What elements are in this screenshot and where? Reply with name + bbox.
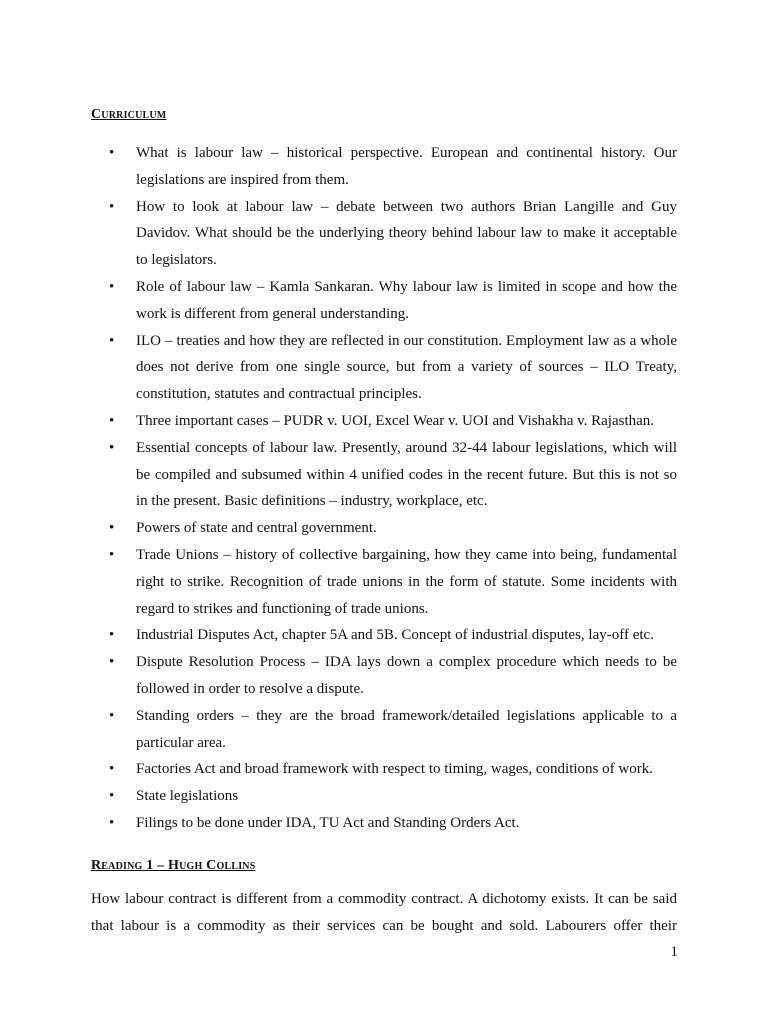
curriculum-item — [91, 328, 677, 408]
bullet-icon: • — [109, 278, 115, 295]
curriculum-list — [91, 140, 677, 837]
curriculum-item-text: State legislations — [136, 788, 239, 805]
curriculum-item — [91, 649, 677, 703]
curriculum-item — [91, 408, 677, 435]
page-number: 1 — [670, 944, 678, 960]
curriculum-item — [91, 810, 677, 837]
curriculum-item — [91, 783, 677, 810]
reading-paragraph: How labour contract is different from a commodity contract. A dichotomy exists. It can be said that labour is a commodity as their services can be bought and sold. Labourers offer their — [91, 890, 677, 934]
curriculum-item — [91, 435, 677, 515]
curriculum-item-text: Factories Act and broad framework with respect to timing, wages, conditions of work. — [136, 761, 653, 778]
curriculum-item — [91, 756, 677, 783]
bullet-icon: • — [109, 520, 115, 537]
bullet-icon: • — [109, 145, 115, 161]
curriculum-item-text: Dispute Resolution Process – IDA lays down a complex procedure which needs to be followed in order to resolve a dispute. — [136, 654, 677, 697]
curriculum-item — [91, 542, 677, 622]
curriculum-item-text: Industrial Disputes Act, chapter 5A and 5B. Concept of industrial disputes, lay-off etc. — [136, 627, 654, 644]
bullet-icon: • — [109, 654, 115, 671]
curriculum-item-text: Trade Unions – history of collective bargaining, how they came into being, fundamental right to strike. Recognition of trade unions in the form of statute. Some incidents with regard to strikes and functioning of trade unions. — [136, 546, 677, 617]
bullet-icon: • — [109, 707, 115, 724]
reading-heading: Reading 1 – Hugh Collins — [91, 857, 256, 873]
curriculum-item-text: Standing orders – they are the broad framework/detailed legislations applicable to a particular area. — [136, 707, 677, 751]
curriculum-item — [91, 622, 677, 649]
bullet-icon: • — [109, 439, 115, 456]
curriculum-item-text: Essential concepts of labour law. Presently, around 32-44 labour legislations, which will be compiled and subsumed within 4 unified codes in the recent future. But this is not so in the present. Basic definitions – industry, workplace, etc. — [136, 439, 677, 510]
bullet-icon: • — [109, 412, 115, 429]
curriculum-item-text: Filings to be done under IDA, TU Act and Standing Orders Act. — [136, 814, 520, 831]
curriculum-item-text: Three important cases – PUDR v. UOI, Excel Wear v. UOI and Vishakha v. Rajasthan. — [136, 412, 655, 429]
curriculum-heading: Curriculum — [91, 107, 167, 122]
curriculum-item-text: Powers of state and central government. — [136, 520, 377, 537]
bullet-icon: • — [109, 332, 115, 349]
curriculum-item — [91, 194, 677, 274]
curriculum-item — [91, 274, 677, 328]
bullet-icon: • — [109, 198, 115, 215]
curriculum-item — [91, 515, 677, 542]
page-content — [91, 104, 677, 939]
bullet-icon: • — [109, 814, 115, 831]
curriculum-item-text: How to look at labour law – debate between two authors Brian Langille and Guy Davidov. What should be the underlying theory behind labour law to make it acceptable to legislators. — [136, 198, 677, 269]
curriculum-item — [91, 703, 677, 757]
bullet-icon: • — [109, 627, 115, 644]
bullet-icon: • — [109, 546, 115, 563]
curriculum-item — [91, 140, 677, 194]
bullet-icon: • — [109, 761, 115, 778]
curriculum-item-text: Role of labour law – Kamla Sankaran. Why labour law is limited in scope and how the work is different from general understanding. — [136, 278, 677, 322]
curriculum-item-text: ILO – treaties and how they are reflected in our constitution. Employment law as a whole does not derive from one single source, but from a variety of sources – ILO Treaty, constitution, statutes and contractual principles. — [136, 332, 677, 403]
bullet-icon: • — [109, 788, 115, 805]
curriculum-item-text: What is labour law – historical perspective. European and continental history. Our legislations are inspired from them. — [136, 145, 677, 188]
